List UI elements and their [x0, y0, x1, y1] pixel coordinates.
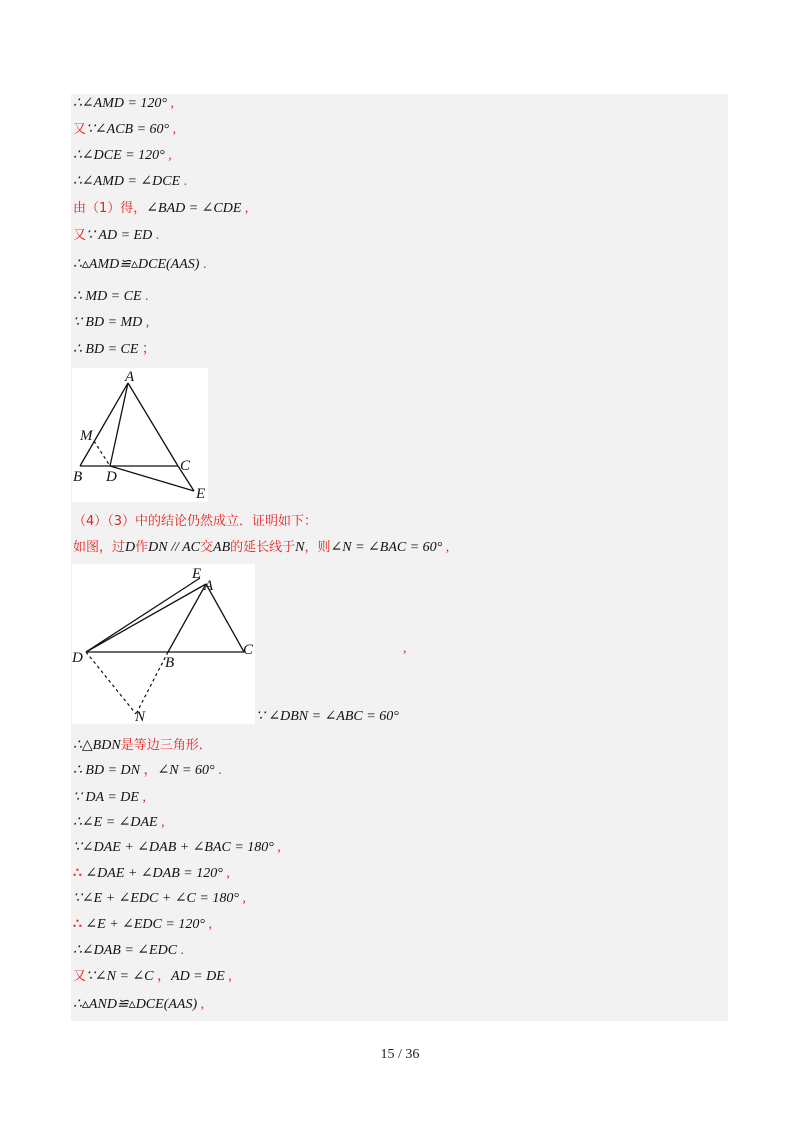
label-C: C: [243, 642, 254, 658]
proof-line: ∵∠DAE + ∠DAB + ∠BAC = 180° ,: [73, 840, 281, 855]
proof-line: 又∵∠N = ∠C ，AD = DE ,: [73, 969, 232, 984]
proof-line: 又∵ AD = ED .: [73, 228, 160, 243]
triangle-diagram-2: [72, 564, 255, 724]
proof-line: ∴∠DAB = ∠EDC .: [73, 943, 185, 958]
proof-line: ∴▵AMD≌▵DCE(AAS) .: [73, 257, 207, 272]
proof-line: ∴∠AMD = 120° ,: [73, 96, 175, 111]
proof-line: ∴△BDN是等边三角形．: [73, 738, 212, 753]
proof-line: ∴∠AMD = ∠DCE .: [73, 174, 188, 189]
label-E: E: [196, 486, 206, 502]
label-B: B: [73, 469, 83, 485]
label-D: D: [72, 650, 83, 666]
part4-construction: 如图，过D作DN // AC交AB的延长线于N，则∠N = ∠BAC = 60° ,: [73, 540, 450, 555]
page-number: 15 / 36: [380, 1047, 420, 1062]
triangle-diagram-1: [72, 368, 208, 502]
label-A: A: [204, 578, 214, 594]
part4-heading: （4）（3）中的结论仍然成立．证明如下：: [73, 514, 318, 529]
label-D: D: [106, 469, 117, 485]
proof-line: 又∵∠ACB = 60° ,: [73, 122, 177, 137]
proof-line: ∵ DA = DE ,: [73, 790, 146, 805]
proof-line: ∴ BD = DN ，∠N = 60° .: [73, 763, 222, 778]
proof-line: ∵ BD = MD ,: [73, 315, 150, 330]
proof-line: ∴∠E = ∠DAE ,: [73, 815, 165, 830]
label-C: C: [180, 458, 191, 474]
proof-line: ∴ MD = CE .: [73, 289, 149, 304]
proof-line: ∴ ∠DAE + ∠DAB = 120° ,: [73, 866, 230, 881]
proof-line: ∴▵AND≌▵DCE(AAS) ,: [73, 997, 205, 1012]
figure2-comma: ,: [403, 641, 407, 656]
label-M: M: [80, 428, 93, 444]
geometry-figure-2: [72, 564, 255, 724]
proof-line: ∴ BD = CE ；: [73, 342, 156, 357]
label-B: B: [165, 655, 175, 671]
angle-statement: ∵ ∠DBN = ∠ABC = 60°: [256, 709, 399, 724]
proof-line: 由（1）得，∠BAD = ∠CDE ,: [73, 201, 249, 216]
geometry-figure-1: [72, 368, 208, 502]
label-N: N: [135, 709, 146, 724]
label-E: E: [192, 566, 202, 582]
proof-line: ∴∠DCE = 120° ,: [73, 148, 172, 163]
label-A: A: [125, 369, 135, 385]
proof-line: ∴ ∠E + ∠EDC = 120° ,: [73, 917, 212, 932]
proof-line: ∵∠E + ∠EDC + ∠C = 180° ,: [73, 891, 246, 906]
